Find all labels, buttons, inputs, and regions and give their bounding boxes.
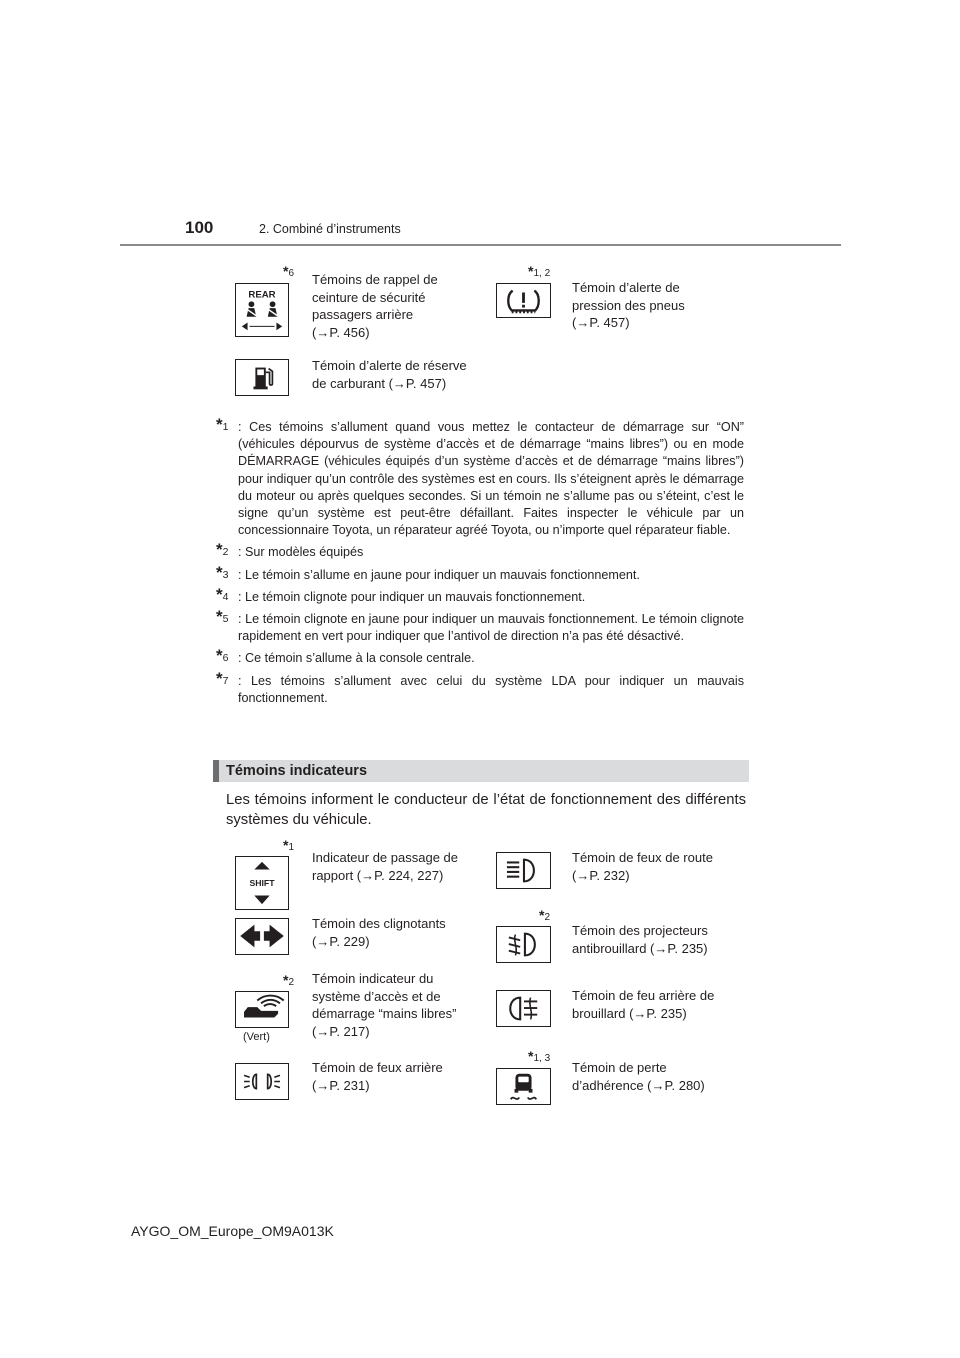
rear-fog-light-text: Témoin de feu arrière de brouillard (→P. 235) xyxy=(572,988,715,1021)
fuel-warning-text: Témoin d’alerte de réserve de carburant (→P. 457) xyxy=(312,358,467,391)
section-title: Témoins indicateurs xyxy=(226,763,368,779)
turn-signal-text: Témoin des clignotants (→P. 229) xyxy=(312,916,446,949)
page-number: 100 xyxy=(185,218,214,237)
fuel-warning-icon xyxy=(235,359,289,396)
section-header xyxy=(213,760,749,782)
front-fog-light-text: Témoin des projecteurs antibrouillard (→P. 235) xyxy=(572,923,708,956)
smart-entry-icon xyxy=(235,991,289,1028)
footnote-ref: *1, 3 xyxy=(528,1048,551,1064)
header-rule xyxy=(120,244,841,246)
smart-entry-text: Témoin indicateur du système d’accès et de démarrage “mains libres” (→P. 217) xyxy=(312,971,457,1039)
rear-fog-light-icon xyxy=(496,990,551,1027)
turn-signal-icon xyxy=(235,918,289,955)
chapter-title: 2. Combiné d’instruments xyxy=(259,222,401,236)
footnote: *6 : Ce témoin s’allume à la console centrale. xyxy=(216,646,475,666)
tail-light-text: Témoin de feux arrière (→P. 231) xyxy=(312,1060,443,1093)
svg-text:SHIFT: SHIFT xyxy=(249,877,275,888)
shift-indicator-icon xyxy=(235,856,289,910)
smart-entry-caption: (Vert) xyxy=(243,1031,270,1043)
footnote-ref: *2 xyxy=(283,972,295,988)
shift-indicator-text: Indicateur de passage de rapport (→P. 224, 227) xyxy=(312,850,458,883)
slip-indicator-text: Témoin de perte d’adhérence (→P. 280) xyxy=(572,1060,705,1093)
document-code: AYGO_OM_Europe_OM9A013K xyxy=(131,1223,334,1239)
section-intro: Les témoins informent le conducteur de l’état de fonctionnement des différents systèmes du véhicule. xyxy=(226,792,746,828)
footnote-ref: *6 xyxy=(283,263,295,279)
footnote: *4 : Le témoin clignote pour indiquer un mauvais fonctionnement. xyxy=(216,584,586,604)
footnote-ref: *1 xyxy=(283,837,295,853)
tire-pressure-text: Témoin d’alerte de pression des pneus (→P. 457) xyxy=(572,280,685,330)
svg-text:REAR: REAR xyxy=(248,289,276,301)
rear-seatbelt-text: Témoins de rappel de ceinture de sécurité passagers arrière (→P. 456) xyxy=(312,272,438,340)
rear-seatbelt-reminder-icon xyxy=(235,283,289,337)
high-beam-text: Témoin de feux de route (→P. 232) xyxy=(572,850,713,883)
front-fog-light-icon xyxy=(496,926,551,963)
footnotes xyxy=(216,415,744,712)
slip-indicator-icon xyxy=(496,1068,551,1105)
tail-light-icon xyxy=(235,1063,289,1100)
footnote: *1 : Ces témoins s’allument quand vous mettez le contacteur de démarrage sur “ON” (véhicules dépourvus de système d’accès et de démarrage “mains libres”) ou en mode DÉMARRAGE (véhicules équipés d’un système d’accès et de démarrage “mains libres”) pour indiquer qu’un contrôle des systèmes est en cours. Ils s’éteignent après le démarrage du moteur ou après quelques secondes. Si un témoin ne s’allume pas ou s’éteint, c’est le signe qu’un système est peut-être défaillant. Faites inspecter le véhicule par un concessionnaire Toyota, un réparateur agréé Toyota, ou n’importe quel réparateur fiable. xyxy=(216,415,744,538)
footnote: *2 : Sur modèles équipés xyxy=(216,540,364,560)
footnote-ref: *2 xyxy=(539,907,551,923)
footnote: *7 : Les témoins s’allument avec celui du système LDA pour indiquer un mauvais fonctionnement. xyxy=(216,668,744,705)
tire-pressure-warning-icon xyxy=(496,283,551,318)
high-beam-icon xyxy=(496,852,551,889)
section-accent xyxy=(213,760,219,782)
footnote: *5 : Le témoin clignote en jaune pour indiquer un mauvais fonctionnement. Le témoin clignote rapidement en vert pour indiquer que l’antivol de direction n’a pas été désactivé. xyxy=(216,607,744,644)
footnote: *3 : Le témoin s’allume en jaune pour indiquer un mauvais fonctionnement. xyxy=(216,562,640,582)
footnote-ref: *1, 2 xyxy=(528,263,551,279)
